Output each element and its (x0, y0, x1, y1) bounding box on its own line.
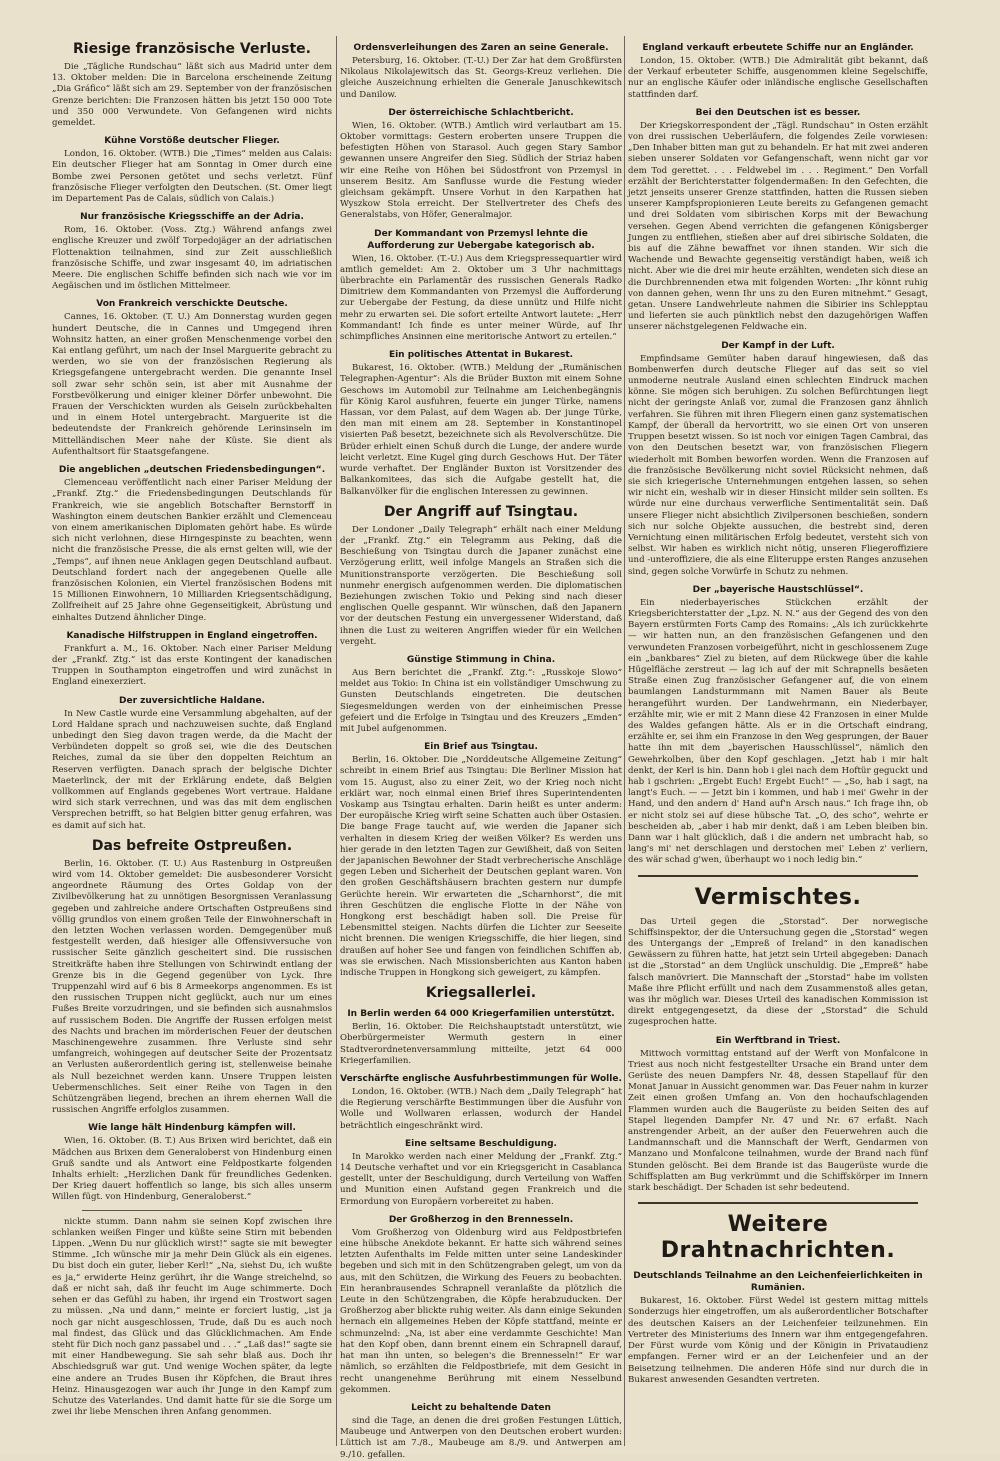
article-headline: Die angeblichen „deutschen Friedensbedingungen“. (58, 465, 326, 476)
article (340, 741, 622, 979)
article-headline: Kühne Vorstöße deutscher Flieger. (104, 136, 280, 147)
section-divider (638, 875, 918, 877)
article-headline: Der Kommandant von Przemysl lehnte die Aufforderung zur Uebergabe kategorisch ab. (367, 228, 595, 251)
article-body: London, 16. Oktober. (WTB.) Die „Times“ melden aus Calais: Ein deutscher Flieger hat am Sonntag in Omer durch eine Bombe zwei Personen getötet und sechs verletzt. Fünf französische Flieger verfolgten den Deutschen. (St. Omer liegt im Departement Pas de Calais, südlich von Calais.) (52, 149, 332, 205)
column-1 (52, 38, 332, 1438)
article-body: Aus Bern berichtet die „Frankf. Ztg.“: „Russkoje Slowo“ meldet aus Tokio: In China ist ein vollständiger Umschwung zu Gunsten Deutschlands eingetreten. Die deutschen Siegesmeldungen werden von der einheimischen Presse gefeiert und die Erfolge in Tsingtau und des Kreuzers „Emden“ mit Jubel aufgenommen. (340, 667, 622, 734)
section-divider (82, 1210, 302, 1211)
article (628, 1270, 928, 1386)
article-body: Der Kriegskorrespondent der „Tägl. Rundschau“ in Osten erzählt von drei russischen Ueberläufern, die folgendes Zeile vorwiesen: „Den Inhaber bitten man gut zu behandeln. Er hat mit zwei anderen sieben unserer Soldaten vor Gefangenschaft, wenn nicht gar vor dem Tod gerettet. . . . Feldwebel im . . . Regiment.“ Den Vorfall erzählt der Berichterstatter folgendermaßen: In den Gefechten, die jetzt jenseits unserer Grenze stattfinden, hatten die Russen sieben unserer Kampfspropionieren Leute bereits zu Gefangenen gemacht und drei Soldaten vom sibirischen Korps mit der Bewachung versehen. Gegen Abend verrichten die gefangenen Königsberger Jungen zu entfliehen, stießen aber auf drei sibirische Soldaten, die bis auf die Zähne bewaffnet vor ihnen standen. Wir sich die Wachende und Bewachte gegenseitig verständigt haben, weiß ich nicht. Aber wie die drei mir heute erzählten, wendeten sich diese an die Durchbrennenden etwa mit folgenden Worten: „Ihr könnt ruhig von dannen gehen, wenn Ihr uns zu den Euren mitnehmt.“ Gesagt, getan. Unsere Landwehrleute nahmen die Sibirier ins Schlepptau und lieferten sie auch pünktlich nebst den dazugehörigen Waffen unserer nächstgelegenen Feldwache ein. (628, 120, 928, 333)
article-headline: Ein Werftbrand in Triest. (715, 1035, 841, 1046)
article-headline: Der Großherzog in den Brennesseln. (388, 1214, 574, 1225)
article (628, 917, 928, 1029)
article (52, 298, 332, 458)
article-body: Berlin, 16. Oktober. Die „Norddeutsche Allgemeine Zeitung“ schreibt in einem Brief aus Tsingtau: Die Berliner Mission hat vom 15. August, also zu einer Zeit, wo der Krieg noch nicht erklärt war, noch einmal einen Brief ihres Superintendenten Voskamp aus Tsingtau erhalten. Darin heißt es unter anderm: Der europäische Krieg wirft seine Schatten auch über Ostasien. Die bange Frage taucht auf, wie werden die Japaner sich verhalten in diesem Krieg der weißen Völker? Es werden uns hier gerade in den letzten Tagen zur Gewißheit, daß von Seiten der japanischen Bewohner der Stadt verbrecherische Anschläge gegen Leben und Sicherheit der Deutschen geplant waren. Von den großen Geschäftshäusern brachten gestern nur dumpfe Gerüchte herein. Wir erwarteten die „Scharnhorst“, die mit ihren Geschützen die englische Flotte in der Nähe von Hongkong erst beschädigt haben soll. Die Preise für Lebensmittel steigen. Nachts dürfen die Lichter zur Seeseite nicht brennen. Die wenigen Kriegsschiffe, die hier liegen, sind draußen auf hoher See und fangen von feindlichen Schiffen ab, was sie erwischen. Nach Missionsberichten aus Kanton haben indische Truppen in Hongkong sich geweigert, zu kämpfen. (340, 755, 622, 979)
article-body: Berlin, 16. Oktober. (T. U.) Aus Rastenburg in Ostpreußen wird vom 14. Oktober gemeldet: Die ausbesonderer Vorsicht angeordnete Räumung des Ortes Goldap von der Zivilbevölkerung hat zu unnötigen Besorgnissen Veranlassung gegeben und zahlreiche andere Ortschaften Ostpreußens sind völlig grundlos von einem großen Teile der Einwohnerschaft in den letzten Wochen verlassen worden. Demgegenüber muß festgestellt werden, daß hiesiger alle Offensivversuche von russischer Seite gänzlich gescheitert sind. Die russischen Streitkräfte haben ihre Stellungen von Schirwindt entlang der Grenze bis in die Gegend gegenüber von Lyck. Ihre Truppenzahl wird auf 6 bis 8 Armeekorps angenommen. Es ist den russischen Truppen nicht geglückt, auch nur um eines Fußes Breite vorzudringen, und sie befinden sich ausnahmslos auf russischem Boden. Die Angriffe der Russen erfolgen meist des Nachts und brachen im mörderischen Feuer der deutschen Maschinengewehre zusammen. Ihre Verluste sind sehr umfangreich, wohingegen auf deutscher Seite der Prozentsatz an Verlusten außerordentlich gering ist, stellenweise beinahe als Null bezeichnet werden kann. Unsere Truppen leisten Uebermenschliches. Seit einer Reihe von Tagen in den Schützengräben liegend, brechen an ihrem ehernen Wall die russischen Angriffe erfolglos zusammen. (52, 858, 332, 1116)
article (340, 349, 622, 497)
article-body: Rom, 16. Oktober. (Voss. Ztg.) Während anfangs zwei englische Kreuzer und zwölf Torpedojäger an der adriatischen Flottenaktion teilnahmen, sind zur Zeit ausschließlich französische Schiffe, und zwar insgesamt 40, im adriatischen Meere. Die englischen Schiffe befinden sich nach wie vor im Aegäischen und im östlichen Mittelmeer. (52, 225, 332, 292)
article (628, 340, 928, 578)
article-body: Wien, 16. Oktober. (WTB.) Amtlich wird verlautbart am 15. Oktober vormittags: Gestern eroberten unsere Truppen die befestigten Höhen von Starasol. Auch gegen Stary Sambor gewannen unsere Angreifer den Sieg. Südlich der Striaz haben wir eine Reihe von Höhen bei Südostfront von Przemysl in unserem Besitz. Am Sanflusse wurde die Festung wieder gleichsam gekämpft. Unsere Vorhut in den Karpathen hat Wyszkow Stola erreicht. Der Stellvertreter des Chefs des Generalstabs, von Höfer, Generalmajor. (340, 120, 622, 221)
article-headline: England verkauft erbeutete Schiffe nur an Engländer. (642, 43, 914, 53)
article-body: Wien, 16. Oktober. (T.-U.) Aus dem Kriegspressequartier wird amtlich gemeldet: Am 2. Oktober um 3 Uhr nachmittags überbrachte ein Parlamentär des russischen Generals Radko Dimitriew dem Kommandanten von Przemysl die Aufforderung zur Uebergabe der Festung, da diese unnütz und Hilfe nicht mehr zu erwarten sei. Die sofort erteilte Antwort lautete: „Herr Kommandant! Ich finde es unter meiner Würde, auf Ihr schimpfliches Ansinnen eine meritorische Antwort zu erteilen.“ (340, 253, 622, 343)
article (52, 630, 332, 689)
article-headline: Bei den Deutschen ist es besser. (695, 107, 861, 118)
article-headline: Von Frankreich verschickte Deutsche. (96, 299, 288, 310)
article (52, 695, 332, 832)
section-divider (638, 1202, 918, 1204)
column-2 (340, 38, 622, 1460)
article (52, 211, 332, 292)
column-rule (624, 36, 625, 1446)
article-headline: Kanadische Hilfstruppen in England eingetroffen. (66, 630, 318, 641)
article-headline: Nur französische Kriegsschiffe an der Adria. (80, 212, 304, 223)
article (52, 464, 332, 624)
article (52, 41, 332, 129)
article (340, 1214, 622, 1396)
article-headline: Verschärfte englische Ausfuhrbestimmungen für Wolle. (340, 1074, 622, 1085)
article (628, 1035, 928, 1195)
article-headline: Eine seltsame Beschuldigung. (405, 1138, 557, 1149)
article-body: Frankfurt a. M., 16. Oktober. Nach einer Pariser Meldung der „Frankf. Ztg.“ ist das erste Kontingent der kanadischen Truppen in Southampton eingetroffen und wird zunächst in England einexerziert. (52, 643, 332, 688)
article-body: Petersburg, 16. Oktober. (T.-U.) Der Zar hat dem Großfürsten Nikolaus Nikolajewitsch das St. Georgs-Kreuz verliehen. Die gleiche Auszeichnung erhielten die Generale Januschkewitsch und Danilow. (340, 56, 622, 100)
article (52, 1122, 332, 1203)
article-headline: Ein politisches Attentat in Bukarest. (388, 350, 574, 361)
article-body: Cannes, 16. Oktober. (T. U.) Am Donnerstag wurden gegen hundert Deutsche, die in Cannes und Umgegend ihren Wohnsitz hatten, an einer großen Menschenmenge vorbei den Kai entlang geführt, um nach der Insel Marguerite gebracht zu werden, wo sie von der französischen Regierung als Kriegsgefangene untergebracht werden. Die genannte Insel soll zwar sehr schön sein, ist aber mit Ausnahme der Forstbevölkerung und einiger kleiner Dörfer unbewohnt. Die Frauen der Verschickten wurden als Geiseln zurückbehalten und in einem Hotel untergebracht. Marguerite ist die bedeutendste der Frankreich gehörende Lerinsinseln im Mittelländischen Meer nahe der Küste. Sie dient als Aufenthaltsort für Staatsgefangene. (52, 312, 332, 457)
article-body: sind die Tage, an denen die drei großen Festungen Lüttich, Maubeuge und Antwerpen von den Deutschen erobert wurden: Lüttich ist am 7./8., Maubeuge am 8./9. und Antwerpen am 9./10. gefallen. (340, 1415, 622, 1460)
article (628, 885, 928, 911)
article-body: In Marokko werden nach einer Meldung der „Frankf. Ztg.“ 14 Deutsche verhaftet und vor ein Kriegsgericht in Casablanca gestellt, unter der Beschuldigung, durch Verteilung von Waffen und Munition einen Aufstand gegen Frankreich und die Ermordung von Europäern vorbereitet zu haben. (340, 1151, 622, 1207)
article (340, 654, 622, 735)
article-body: Clemenceau veröffentlicht nach einer Pariser Meldung der „Frankf. Ztg.“ die Friedensbedingungen Deutschlands für Frankreich, wie sie angeblich Botschafter Bernstorff in Washington einem deutschen Bankier erzählt und Clemenceau von einem amerikanischen Diplomaten gehört habe. Es würde sich nicht verlohnen, diese Hirngespinste zu beachten, wenn nicht die französische Presse, die als ernst gelten will, wie der „Temps“, auf ihnen neue Anklagen gegen Deutschland aufbaut. Deutschland fordert nach der angegebenen Quelle alle französischen Kolonien, ein Viertel französischen Bodens mit 15 Millionen Einwohnern, 10 Milliarden Kriegsentschädigung, Zollfreiheit auf 25 Jahre ohne Gegenseitigkeit, Abrüstung und einhaltes Dutzend ähnlicher Dinge. (52, 478, 332, 623)
article (340, 1008, 622, 1067)
article-body: Bukarest, 16. Oktober. Fürst Wedel ist gestern mittag mittels Sonderzugs hier eingetroffen, um als außerordentlicher Botschafter des deutschen Kaisers an der Leichenfeier teilzunehmen. Ein Vertreter des Ministeriums des Innern war ihm entgegengefahren. Der Fürst wurde vom König und der Königin in Privataudienz empfangen. Ferner wird er an der Leichenfeier und an der Beisetzung teilnehmen. Die anderen Höfe sind nur durch die in Bukarest anwesenden Gesandten vertreten. (628, 1296, 928, 1385)
article-body: London, 16. Oktober. (WTB.) Nach dem „Daily Telegraph“ hat die Regierung verschärfte Bestimmungen über die Ausfuhr von Wolle und Wollwaren erlassen, wodurch der Handel beträchtlich eingeschränkt wird. (340, 1087, 622, 1131)
article-headline: Der Angriff auf Tsingtau. (383, 503, 579, 520)
article-headline: Weitere Drahtnachrichten. (660, 1212, 896, 1264)
article-headline: Das befreite Ostpreußen. (91, 837, 293, 854)
article-headline: Günstige Stimmung in China. (406, 654, 556, 665)
article (628, 1212, 928, 1264)
article-body: Das Urteil gegen die „Storstad“. Der norwegische Schiffsinspektor, der die Untersuchung gegen die „Storstad“ wegen des Untergangs der „Empreß of Ireland“ in den kanadischen Gewässern zu führen hatte, hat jetzt sein Urteil abgegeben: Danach ist die „Storstad“ an dem Unglück unschuldig. Die „Empreß“ habe falsch manövriert. Die Mannschaft der „Storstad“ habe im vollsten Maße ihre Pflicht erfüllt und nach dem Zusammenstoß alles getan, was ihr möglich war. Dieses Urteil des kanadischen Kommission ist direkt entgegengesetzt, da diese der „Storstad“ die Schuld zugesprochen hatte. (628, 916, 928, 1028)
article (628, 42, 928, 101)
article (628, 584, 928, 867)
article-headline: Der Kampf in der Luft. (721, 340, 835, 351)
article-headline: Wie lange hält Hindenburg kämpfen will. (88, 1123, 296, 1134)
article-headline: Der „bayerische Haustschlüssel“. (692, 584, 864, 595)
article-body: Bukarest, 16. Oktober. (WTB.) Meldung der „Rumänischen Telegraphen-Agentur“: Als die Brüder Buxton mit einem Sohne Geschows im Automobil zur Teilnahme am Leichenbegängnis für König Karol ausfuhren, feuerte ein junger Türke, namens Hassan, vor dem Palast, auf dem Wagen ab. Der junge Türke, den man mit einem am 28. September in Konstantinopel visierten Paß besetzt, bezeichnete sich als Revolverschütze. Die Brüder erhielt einen Schuß durch die Lunge, der andere wurde leicht verletzt. Eine Kugel ging durch Geschows Hut. Der Täter wurde verhaftet. Der Engländer Buxton ist Vorsitzender des Balkankomitees, das sich die Aufgabe gestellt hat, die Balkanvölker für die englischen Interessen zu gewinnen. (340, 363, 622, 497)
article (340, 1138, 622, 1208)
article-body: Der Londoner „Daily Telegraph“ erhält nach einer Meldung der „Frankf. Ztg.“ ein Telegramm aus Peking, daß die Beschießung von Tsingtau durch die Japaner zunächst eine Verzögerung erlitt, weil infolge Mangels an Straßen sich die Munitionstransporte verzögerten. Die Beschießung soll nunmehr energisch aufgenommen werden. Die diplomatischen Beziehungen zwischen Tokio und Peking sind nach dieser englischen Quelle gespannt. Wir wünschen, daß den Japanern vor der deutschen Festung ein unvergessener Widerstand, daß ihnen die Lust zu weiteren Angriffen wieder für ein Weilchen vergeht. (340, 524, 622, 647)
article (340, 228, 622, 344)
article (340, 1402, 622, 1461)
article-headline: Vermischtes. (694, 884, 862, 910)
article-headline: Ordensverleihungen des Zaren an seine Generale. (353, 43, 609, 53)
article-body: Die „Tägliche Rundschau“ läßt sich aus Madrid unter dem 13. Oktober melden: Die in Barcelona erscheinende Zeitung „Dia Gráfico“ läßt sich am 29. September von der französischen Grenze berichten: Die Franzosen hätten bis jetzt 150 000 Tote und 350 000 Verwundete. Von Gefangenen wird nichts gemeldet. (52, 62, 332, 129)
article (52, 1217, 332, 1419)
article-body: London, 15. Oktober. (WTB.) Die Admiralität gibt bekannt, daß der Verkauf erbeuteter Schiffe, ausgenommen kleine Segelschiffe, nur an englische Käufer oder inländische englische Gesellschaften stattfinden darf. (628, 56, 928, 100)
article (340, 42, 622, 101)
article (340, 504, 622, 648)
article-headline: In Berlin werden 64 000 Kriegerfamilien unterstützt. (347, 1009, 615, 1020)
article-headline: Ein Brief aus Tsingtau. (424, 742, 538, 753)
article-headline: Der zuversichtliche Haldane. (119, 695, 265, 706)
article-headline: Kriegsallerlei. (425, 985, 537, 1002)
article-body: Empfindsame Gemüter haben darauf hingewiesen, daß das Bombenwerfen durch deutsche Flieger auf das seit so viel unmoderne neutrale Ausland einen schlechten Eindruck machen könne. Sie mögen sich beruhigen. Zu solchen Befürchtungen liegt nicht der geringste Anlaß vor, zumal die Franzosen ganz ähnlich verfahren. Sie führen mit ihren Fliegern einen ganz systematischen Kampf, der überall da hervortritt, wo sie einen Ort von unseren Truppen besetzt wissen. So ist noch vor einigen Tagen Cambrai, das von den Deutschen besetzt war, von französischen Fliegern wiederholt mit Bomben beworfen worden. Wenn die Franzosen auf die französische Bevölkerung nicht soviel Rücksicht nehmen, daß sie sich kriegerische Unternehmungen entgehen lassen, so sehen wir nicht ein, weshalb wir in dieser Hinsicht milder sein sollten. Es würde nur eine durchaus verwerfliche Sentimentalität sein. Daß unsere Flieger nicht absichtlich Zivilpersonen beschießen, sondern sich nur solche Objekte aussuchen, die bestrebt sind, deren Vernichtung einen militärischen Erfolg bedeutet, versteht sich von selbst. Wir haben es wirklich nicht nötig, unseren Fliegeroffiziere und -unteroffiziere, die als eine Eliteruppe ersten Ranges anzusehen sind, gegen solche Vorwürfe in Schutz zu nehmen. (628, 353, 928, 577)
article (340, 1073, 622, 1132)
article-headline: Der österreichische Schlachtbericht. (388, 107, 574, 118)
article-body: In New Castle wurde eine Versammlung abgehalten, auf der Lord Haldane sprach und nachzuweisen suchte, daß England unbedingt den Sieg davon tragen werde, da die Macht der Verbündeten doppelt so groß sei, wie die des Deutschen Reiches, zumal da sie über den doppelten Reichtum an Reserven verfügten. Danach sprach der belgische Dichter Maeterlinck, der mit der Erklärung endete, daß Belgien vollkommen auf Englands gegebenes Wort vertraue. Haldane wird sich stark verrechnen, und was das mit dem englischen Versprechen betrifft, so hat Belgien bitter genug erfahren, was es damit auf sich hat. (52, 708, 332, 831)
article-body: nickte stumm. Dann nahm sie seinen Kopf zwischen ihre schlanken weißen Finger und küßte seine Stirn mit bebenden Lippen. „Wenn Du nur glücklich wirst!“ sagte sie mit bewegter Stimme. „Ich wünsche mir ja mehr Dein Glück als ein eigenes. Du bist doch ein guter, lieber Kerl!“ „Na, siehst Du, ich wußte es ja,“ erwiderte Heinz gerührt, ihr die Wange streichelnd, so daß er nicht sah, daß ihr feucht im Auge schimmerte. Doch sehen er das Gefühl zu haben, ihr irgend ein Trostwort sagen zu müssen. „Na und dann,“ meinte er forciert lustig, „ist ja noch gar nicht ausgeschlossen, Trude, daß Du es auch noch mal findest, das Glück und das Glücklichmachen. Am Ende steht für Dich noch ganz passabel und . . .“ „Laß das!“ sagte sie mit einer Handbewegung. Sie sah sehr blaß aus. Doch ihr Abschiedsgruß war gut. Und wenige Wochen später, da legte eine andere an Trudes Busen ihr Köpfchen, die Braut ihres Heinz. Hinausgezogen war auch ihr Junge in den Kampf zum Schutze des Vaterlandes. Und damit hatte für sie die Sorge um zwei ihr liebe Menschen ihren Anfang genommen. (52, 1216, 332, 1418)
article-body: Berlin, 16. Oktober. Die Reichshauptstadt unterstützt, wie Oberbürgermeister Wermuth gestern in einer Stadtverordnetenversammlung mitteilte, jetzt 64 000 Kriegerfamilien. (340, 1022, 622, 1066)
article-body: Mittwoch vormittag entstand auf der Werft von Monfalcone in Triest aus noch nicht festgestellter Ursache ein Brand unter dem Gerüste des neuen Dampfers Nr. 48, dessen Stapellauf für den Monat Januar in Aussicht genommen war. Das Feuer nahm in kurzer Zeit einen großen Umfang an. Von den hochaufschlagenden Flammen wurden auch die Baugerüste zu beiden Seiten des auf Stapel liegenden Dampfer Nr. 47 und Nr. 67 erfaßt. Nach anstrengender Arbeit, an der außer den Feuerwehren auch die Landmannschaft und die Mannschaft der Werft, Gendarmen von Manzano und Monfalcone teilnahmen, wurde der Brand nach fünf Stunden gelöscht. Bei dem Brande ist das Baugerüste wurde die Schiffsplatten am Bug verkrümmt und die Schiffskörper im Innern stark beschädigt. Der Schaden ist sehr bedeutend. (628, 1048, 928, 1194)
article-headline: Leicht zu behaltende Daten (411, 1402, 551, 1413)
article-body: Ein niederbayerisches Stückchen erzählt der Kriegsberichterstatter der „Lpz. N. N.“ aus der Gegend des von den Bayern erstürmten Forts Camp des Romains: „Als ich zurückkehrte — wir hatten nun, an den französischen Gefangenen und den verwundeten Franzosen vorbeigeführt, nicht in geschlossenem Zuge ein „bankbares“ Ziel zu bieten, auf dem Rückwege über die kahle Hügelfläche zerstreut — lag ich auf der mit Schrapnells besäeten Straße einen Zug französischer Gefangener auf, die von einem baumlangen Landsturmmann mit Namen Bauer als Beute herangeführt wurden. Der Landwehrmann, ein Niederbayer, erzählte mir, wie er mit 2 Mann diese 42 Franzosen in einer Mulde des Waldes gefangen hätte. Als er in die Ortschaft eindrang, erzählte er, sei ihm ein Franzose in den Weg gesprungen, der Bauer hatte ihn mit dem „bayerischen Hausschlüssel“, nämlich den Gewehrkolben, über den Kopf geschlagen. „Jetzt hab i mir halt denkt, der Kerl is hin. Dann hob i glei nach dem Hoftür geguckt und hab i gschrien: „Ergebt Euch! Ergebt Euch!“ — „So, hab i sagt, na langt's Euch. — — Jetzt bin i kommen, und hab i mei' Gwehr in der Hand, und den andern d' Hand auf'n Arsch naus.“ Ich frage ihn, ob er nicht stolz sei auf diese hübsche Tat. „O, des scho“, wehrte er bescheiden ab, „aber i hab mir denkt, daß i am Leben bleiben bin. Dann war i halt glücklich, daß i die andern net umbracht hab, so lang's mi' net derschlagen und derstochen mei' Leben z' verliern, des wär schad g'wen, überhaupt wo i noch ledig bin.“ (628, 597, 928, 866)
article (52, 135, 332, 205)
article-headline: Riesige französische Verluste. (73, 41, 311, 57)
column-3 (628, 38, 928, 1438)
column-rule (336, 36, 337, 1446)
article (628, 107, 928, 334)
article-body: Wien, 16. Oktober. (B. T.) Aus Brixen wird berichtet, daß ein Mädchen aus Brixen dem Generaloberst von Hindenburg einen Gruß sandte und als Antwort eine Feldpostkarte folgenden Inhalts erhielt: „Herzlichen Dank für freundliches Gedenken. Der Krieg dauert hoffentlich so lange, bis sich alles unserm Willen fügt. von Hindenburg, Generaloberst.“ (52, 1136, 332, 1203)
article (340, 107, 622, 222)
article-headline: Deutschlands Teilnahme an den Leichenfeierlichkeiten in Rumänien. (633, 1271, 923, 1294)
article (340, 985, 622, 1002)
article-body: Vom Großherzog von Oldenburg wird aus Feldpostbriefen eine hübsche Anekdote bekannt. Er hatte sich während seines letzten Aufenthalts im Felde mitten unter seine Landeskinder begeben und sich mit in den Schützengraben gelegt, um von da aus, mit den Schützen, die Wirkung des Feuers zu beobachten. Ein heranbrausendes Schrapnell veranlaßte da plötzlich die Leute in den Schützengraben, die Köpfe herabzuducken. Der Großherzog aber blickte ruhig weiter. Als dann einige Sekunden hernach ein allgemeines Heben der Köpfe stattfand, meinte er schmunzelnd: „Na, ist aber eine verdammte Geschichte! Man hat den Kopf oben, dann brennt einem ein Schrapnell darauf, hat man ihn unten, so belegen's die Brennesseln!“ Er war nämlich, so erzählten die Feldpostbriefe, mit dem Gesicht in recht unangenehme Berührung mit einem Nesselbund gekommen. (340, 1227, 622, 1395)
article (52, 838, 332, 1117)
